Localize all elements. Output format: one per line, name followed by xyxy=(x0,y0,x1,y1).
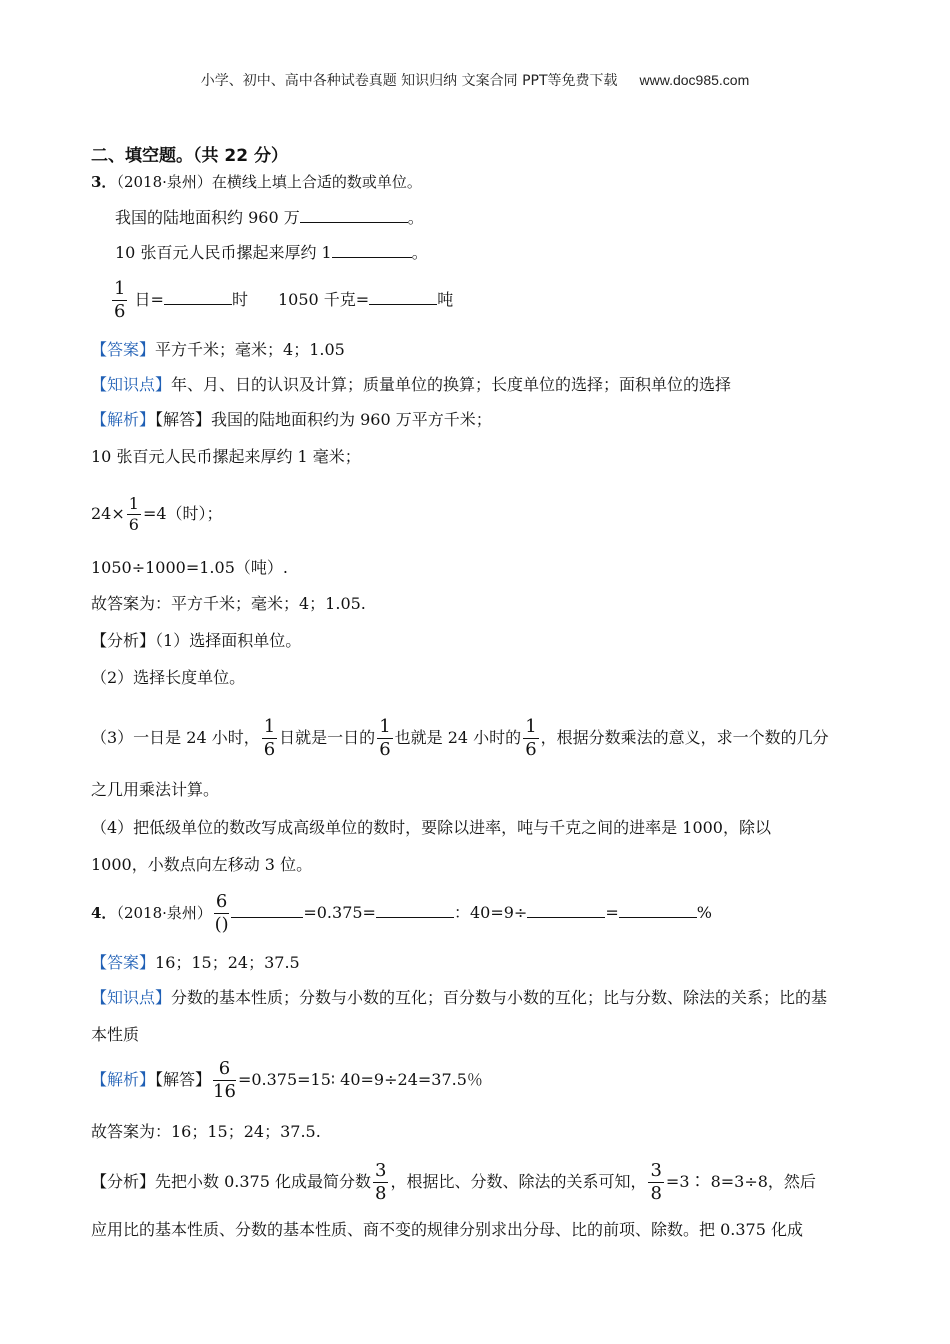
q3-fx-frac-2-num: 1 xyxy=(379,716,391,737)
q4-fx-a: 【分析】先把小数 0.375 化成最简分数 xyxy=(91,1172,371,1191)
q3-fx-1-text: （1）选择面积单位。 xyxy=(155,631,302,650)
q3-heading xyxy=(91,172,422,192)
q3-knowledge-text: 年、月、日的认识及计算；质量单位的换算；长度单位的选择；面积单位的选择 xyxy=(171,375,732,394)
q3-calc-2: 1050÷1000=1.05（吨）. xyxy=(91,558,288,577)
q3-frac-den: 6 xyxy=(114,301,126,322)
q3-fx-2: （2）选择长度单位。 xyxy=(91,668,246,687)
q3-calc-frac-den: 6 xyxy=(128,515,139,534)
q4-fx-frac-1-num: 3 xyxy=(374,1160,387,1181)
q3-result: 故答案为：平方千米；毫米；4；1.05. xyxy=(91,594,366,613)
q3-fx-frac-3-den: 6 xyxy=(525,739,537,760)
q4-knowledge-2: 本性质 xyxy=(91,1025,140,1044)
q4-blank-3[interactable] xyxy=(527,903,605,918)
section-title: 二、填空题。（共 22 分） xyxy=(91,146,288,166)
q3-fx-frac-2-den: 6 xyxy=(379,739,391,760)
q4-heading xyxy=(91,893,712,934)
q4-jd-num: 6 xyxy=(213,1060,236,1081)
q3-line1-end: 。 xyxy=(407,208,424,227)
q4-knowledge xyxy=(91,988,827,1008)
page-header xyxy=(0,70,950,90)
q3-fx-frac-3 xyxy=(523,718,538,759)
q3-fx-3d: ，根据分数乘法的意义，求一个数的几分 xyxy=(540,728,829,747)
q3-source: （2018·泉州） xyxy=(116,173,212,191)
q4-answer-text: 16；15；24；37.5 xyxy=(155,953,300,972)
q4-fx-d: 应用比的基本性质、分数的基本性质、商不变的规律分别求出分母、比的前项、除数。把 0.375 化成 xyxy=(91,1220,803,1239)
q3-line3 xyxy=(110,280,453,321)
q4-knowledge-tag: 【知识点】 xyxy=(91,988,172,1007)
q3-fx-3e: 之几用乘法计算。 xyxy=(91,780,220,799)
q4-p2: ：40=9÷ xyxy=(453,903,528,922)
q4-fx-frac-2-den: 8 xyxy=(650,1183,662,1204)
q4-frac-num: 6 xyxy=(215,891,228,912)
q4-p1: =0.375= xyxy=(303,903,376,922)
analysis-tag: 【解析】 xyxy=(91,410,156,429)
q4-fx-b: ，根据比、分数、除法的关系可知， xyxy=(390,1172,647,1191)
q3-blank-4[interactable] xyxy=(369,290,437,305)
q4-number: 4． xyxy=(91,904,117,922)
q4-fx xyxy=(91,1162,816,1203)
q3-fx-frac-1-den: 6 xyxy=(263,739,276,760)
q4-blank-1[interactable] xyxy=(231,903,303,918)
q3-number: 3． xyxy=(91,173,117,191)
q3-fx-4b: 1000，小数点向左移动 3 位。 xyxy=(91,855,313,874)
q3-fx-4a: （4）把低级单位的数改写成高级单位的数时，要除以进率，吨与千克之间的进率是 1000，除以 xyxy=(91,818,771,837)
q4-answer-tag: 【答案】 xyxy=(91,953,156,972)
q3-fx-3a: （3）一日是 24 小时， xyxy=(91,728,260,747)
q3-fx-frac-1 xyxy=(262,718,277,759)
q4-blank-2[interactable] xyxy=(376,903,454,918)
q4-jd-tag: 【解答】 xyxy=(155,1070,212,1089)
q3-calc-1a: 24× xyxy=(91,504,125,523)
q3-calc-frac-num: 1 xyxy=(128,494,139,513)
q3-line1 xyxy=(115,208,424,228)
q4-fx-c: =3∶ 8=3÷8，然后 xyxy=(665,1172,816,1191)
q3-blank-3[interactable] xyxy=(164,290,232,305)
q4-jd-fraction xyxy=(213,1060,236,1101)
q3-analysis xyxy=(91,410,492,430)
q4-jd-den: 16 xyxy=(213,1081,236,1102)
q3-fx-frac-1-num: 1 xyxy=(263,716,276,737)
q3-fx-frac-3-num: 1 xyxy=(525,716,537,737)
q3-fx-3b: 日就是一日的 xyxy=(279,728,376,747)
knowledge-tag: 【知识点】 xyxy=(91,375,172,394)
q3-calc-fraction xyxy=(127,496,141,533)
q3-line3-day: 日= xyxy=(129,290,164,309)
q4-answer xyxy=(91,953,300,973)
q3-blank-1[interactable] xyxy=(300,208,408,223)
q3-answer-text: 平方千米；毫米；4；1.05 xyxy=(155,340,345,359)
q3-calc-1b: =4（时）； xyxy=(142,504,223,523)
q3-line2-end: 。 xyxy=(411,243,428,262)
q3-line3-kg: 1050 千克= xyxy=(277,290,370,309)
q3-line2 xyxy=(115,243,428,263)
q3-frac-num: 1 xyxy=(114,278,126,299)
q3-analysis-2: 10 张百元人民币摞起来厚约 1 毫米； xyxy=(91,447,361,466)
q3-blank-2[interactable] xyxy=(332,243,412,258)
q3-answer xyxy=(91,340,345,360)
fx-tag: 【分析】 xyxy=(91,631,156,650)
header-url[interactable]: www.doc985.com xyxy=(639,72,750,88)
q3-prompt: 在横线上填上合适的数或单位。 xyxy=(211,173,422,191)
q4-blank-4[interactable] xyxy=(619,903,697,918)
q4-knowledge-1: 分数的基本性质；分数与小数的互化；百分数与小数的互化；比与分数、除法的关系；比的基 xyxy=(171,988,828,1007)
header-text: 小学、初中、高中各种试卷真题 知识归纳 文案合同 PPT等免费下载 xyxy=(200,73,618,89)
q4-jd-rest: =0.375=15∶ 40=9÷24=37.5％ xyxy=(237,1070,483,1089)
q4-analysis-tag: 【解析】 xyxy=(91,1070,156,1089)
q4-frac-den: () xyxy=(214,914,229,935)
q3-line3-hour: 时 xyxy=(231,290,248,309)
q4-fx-frac-2-num: 3 xyxy=(650,1160,662,1181)
q3-knowledge xyxy=(91,375,731,395)
q3-fx-frac-2 xyxy=(377,718,392,759)
q4-fx-frac-1-den: 8 xyxy=(374,1183,387,1204)
q4-fx-frac-1 xyxy=(373,1162,388,1203)
q3-line2-text: 10 张百元人民币摞起来厚约 1 xyxy=(115,243,332,262)
answer-tag: 【答案】 xyxy=(91,340,156,359)
q4-p3: = xyxy=(605,903,619,922)
q3-calc-1 xyxy=(91,496,223,533)
q4-p4: % xyxy=(696,903,712,922)
q4-source: （2018·泉州） xyxy=(116,904,212,922)
q3-line3-ton: 吨 xyxy=(437,290,454,309)
q3-line1-text: 我国的陆地面积约 960 万 xyxy=(115,208,300,227)
q3-fx-3c: 也就是 24 小时的 xyxy=(394,728,522,747)
q3-fraction xyxy=(112,280,127,321)
q4-fx-frac-2 xyxy=(648,1162,663,1203)
q3-fx-3 xyxy=(91,718,829,759)
q4-fraction xyxy=(214,893,229,934)
q4-analysis xyxy=(91,1060,483,1101)
q4-result: 故答案为：16；15；24；37.5. xyxy=(91,1122,321,1141)
q3-analysis-1: 【解答】我国的陆地面积约为 960 万平方千米； xyxy=(155,410,492,429)
q3-fx-1 xyxy=(91,631,301,651)
